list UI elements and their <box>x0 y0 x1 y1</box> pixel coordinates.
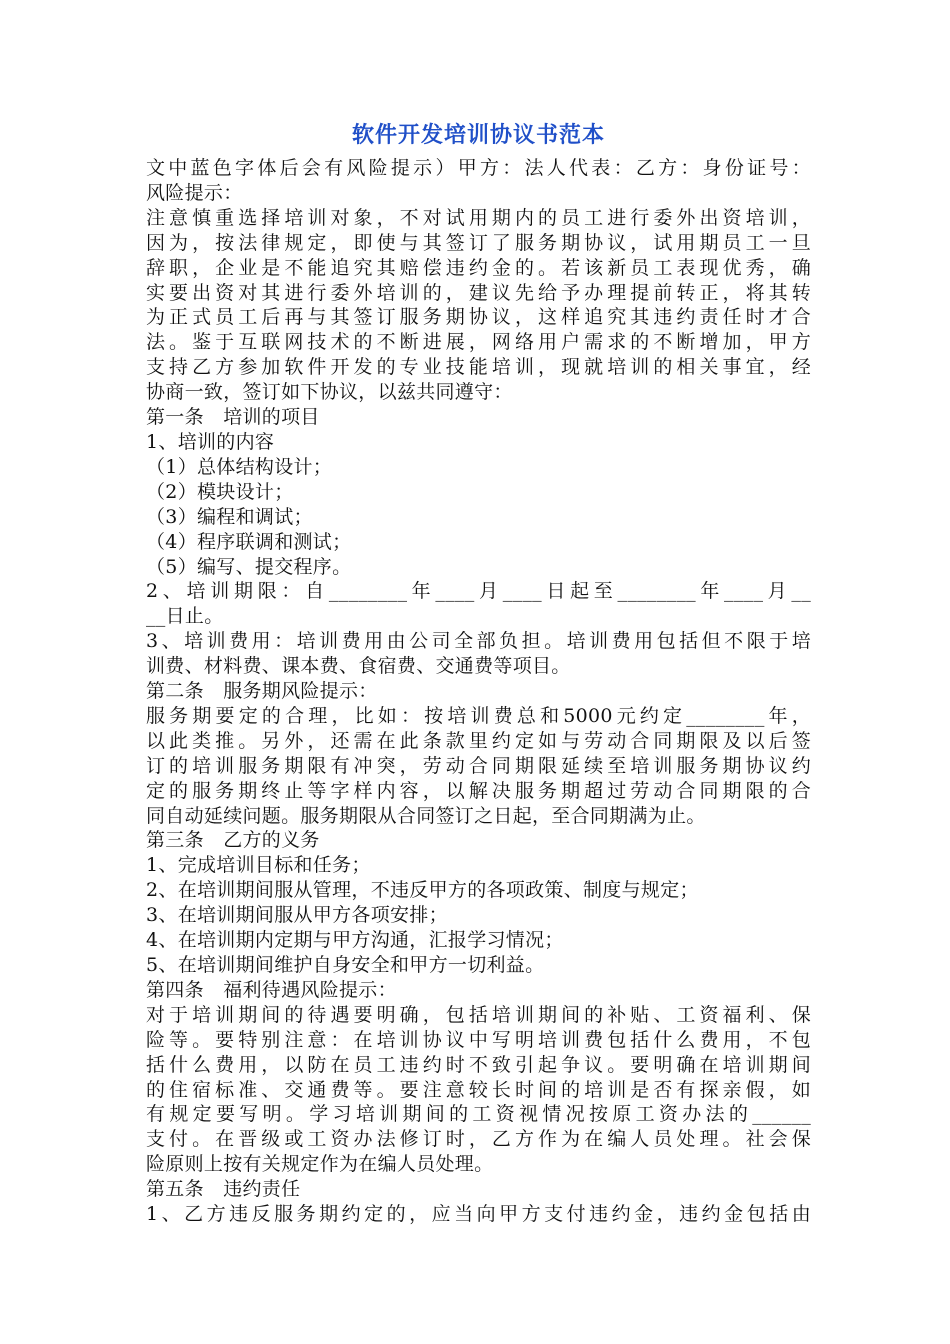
text-line: 的住宿标准、交通费等。要注意较长时间的培训是否有探亲假，如 <box>146 1078 811 1101</box>
text-line: 协商一致，签订如下协议，以兹共同遵守： <box>146 381 513 404</box>
text-line: 第一条 培训的项目 <box>146 406 320 429</box>
text-line: 为正式员工后再与其签订服务期协议，这样追究其违约责任时才合 <box>146 306 811 329</box>
text-line: 4、在培训期内定期与甲方沟通，汇报学习情况； <box>146 929 564 952</box>
text-line: （1）总体结构设计； <box>146 455 333 478</box>
text-line: 风险提示： <box>146 181 243 204</box>
text-line: 以此类推。另外，还需在此条款里约定如与劳动合同期限及以后签 <box>146 729 811 752</box>
document-body <box>146 156 811 1227</box>
text-line: 实要出资对其进行委外培训的，建议先给予办理提前转正，将其转 <box>146 281 811 304</box>
text-line: 文中蓝色字体后会有风险提示）甲方：法人代表：乙方：身份证号： <box>146 157 811 179</box>
text-line: 3、在培训期间服从甲方各项安排； <box>146 904 448 927</box>
text-line: （5）编写、提交程序。 <box>146 555 352 578</box>
text-line: 第三条 乙方的义务 <box>146 829 320 852</box>
text-line: __日止。 <box>146 605 224 628</box>
text-line: 2、在培训期间服从管理，不违反甲方的各项政策、制度与规定； <box>146 879 699 902</box>
text-line: 第四条 福利待遇风险提示： <box>146 978 397 1001</box>
text-line: 支付。在晋级或工资办法修订时，乙方作为在编人员处理。社会保 <box>146 1128 811 1151</box>
text-line: 险原则上按有关规定作为在编人员处理。 <box>146 1153 494 1176</box>
text-line: 2、培训期限：自________年____月____日起至________年____月__ <box>146 580 811 603</box>
text-line: 注意慎重选择培训对象，不对试用期内的员工进行委外出资培训， <box>146 206 811 229</box>
text-line: 5、在培训期间维护自身安全和甲方一切利益。 <box>146 954 545 976</box>
text-line: 辞职，企业是不能追究其赔偿违约金的。若该新员工表现优秀，确 <box>146 256 811 279</box>
text-line: （4）程序联调和测试； <box>146 530 352 553</box>
text-line: 同自动延续问题。服务期限从合同签订之日起，至合同期满为止。 <box>146 804 706 827</box>
text-line: 括什么费用，以防在员工违约时不致引起争议。要明确在培训期间 <box>146 1053 811 1076</box>
text-line: 法。鉴于互联网技术的不断进展，网络用户需求的不断增加，甲方 <box>146 331 811 354</box>
text-line: 对于培训期间的待遇要明确，包括培训期间的补贴、工资福利、保 <box>146 1003 811 1026</box>
text-line: 有规定要写明。学习培训期间的工资视情况按原工资办法的______ <box>146 1103 811 1126</box>
text-line: 1、完成培训目标和任务； <box>146 854 371 877</box>
text-line: 3、培训费用：培训费用由公司全部负担。培训费用包括但不限于培 <box>146 630 811 653</box>
text-line: 定的服务期终止等字样内容，以解决服务期超过劳动合同期限的合 <box>146 779 811 802</box>
document-page <box>146 118 811 1227</box>
text-line: （2）模块设计； <box>146 480 294 503</box>
text-line: 因为，按法律规定，即使与其签订了服务期协议，试用期员工一旦 <box>146 231 811 254</box>
document-title: 软件开发培训协议书范本 <box>351 123 605 148</box>
text-line: 服务期要定的合理，比如：按培训费总和5000元约定________年， <box>146 704 811 727</box>
text-line: 第二条 服务期风险提示： <box>146 680 378 703</box>
text-line: 1、乙方违反服务期约定的，应当向甲方支付违约金，违约金包括由 <box>146 1203 811 1226</box>
text-line: 1、培训的内容 <box>146 430 275 453</box>
text-line: 训费、材料费、课本费、食宿费、交通费等项目。 <box>146 655 571 678</box>
text-line: （3）编程和调试； <box>146 505 313 528</box>
text-line: 险等。要特别注意：在培训协议中写明培训费包括什么费用，不包 <box>146 1028 811 1051</box>
text-line: 支持乙方参加软件开发的专业技能培训，现就培训的相关事宜，经 <box>146 356 811 379</box>
text-line: 第五条 违约责任 <box>146 1178 301 1201</box>
text-line: 订的培训服务期限有冲突，劳动合同期限延续至培训服务期协议约 <box>146 754 811 777</box>
